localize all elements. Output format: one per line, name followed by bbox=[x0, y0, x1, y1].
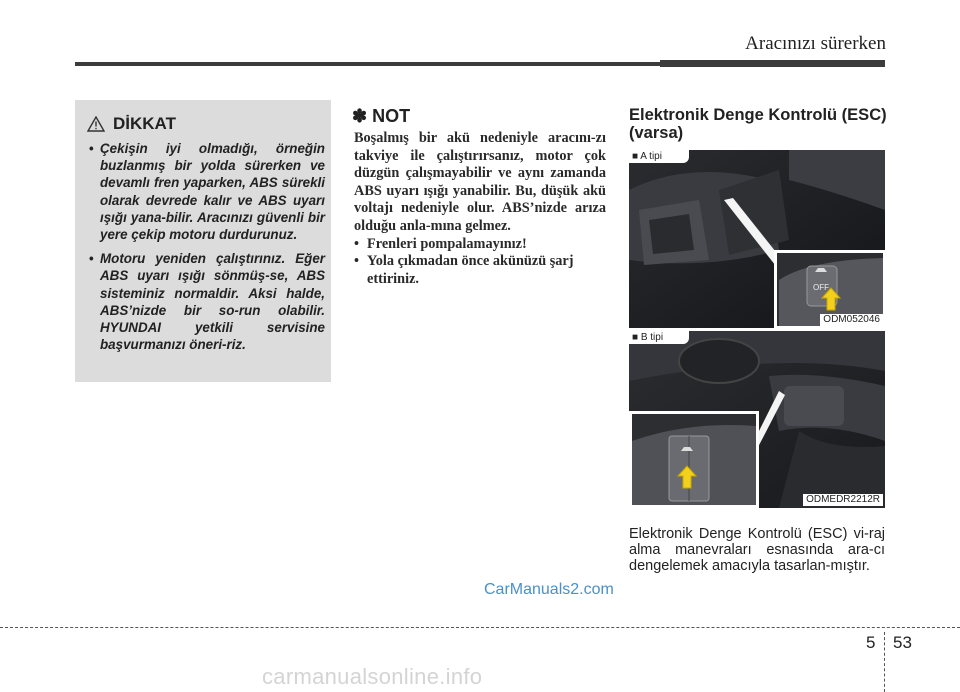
section-title: Aracınızı sürerken bbox=[745, 33, 886, 54]
page-number: 53 bbox=[893, 633, 912, 652]
figure-a-code: ODM052046 bbox=[820, 314, 883, 326]
figure-a-tag: ■ A tipi bbox=[629, 150, 689, 163]
page-separator bbox=[884, 632, 885, 692]
figure-b-code: ODMEDR2212R bbox=[803, 494, 883, 506]
chapter-number: 5 bbox=[866, 633, 876, 652]
dashboard-switch-illustration-b bbox=[629, 331, 885, 508]
note-title: ✽ NOT bbox=[352, 106, 411, 126]
figure-b-tag: ■ B tipi bbox=[629, 331, 689, 344]
note-item: • Yola çıkmadan önce akünüzü şarj ettiriniz. bbox=[354, 253, 606, 288]
warning-triangle-icon bbox=[87, 116, 105, 132]
note-list bbox=[354, 236, 606, 289]
note-paragraph: Boşalmış bir akü nedeniyle aracını-zı takviye ile çalıştırırsanız, motor çok düzgün çalışmayabilir ve aynı zamanda ABS uyarı ışığı yanabilir. Bu, düşük akü voltajı nedeniyle olur. ABS’nizde arıza olduğu anla-mına gelmez. bbox=[354, 130, 606, 234]
caution-item: • Çekişin iyi olmadığı, örneğin buzlanmış bir yolda sürerken ve devamlı fren yaparken, ABS sürekli olarak devrede kalır ve ABS uyarı ışığı yana-bilir. Aracınızı güvenli bir yere çekip motoru durdurunuz. bbox=[89, 140, 325, 243]
esc-heading: Elektronik Denge Kontrolü (ESC) (varsa) bbox=[629, 106, 887, 142]
caution-heading bbox=[87, 114, 176, 134]
figure-a-photo bbox=[629, 150, 885, 328]
caution-title: DİKKAT bbox=[113, 114, 176, 133]
off-label: OFF bbox=[813, 283, 829, 292]
esc-description: Elektronik Denge Kontrolü (ESC) vi-raj alma manevraları esnasında ara-cı dengelemek amacıyla tasarlan-mıştır. bbox=[629, 526, 885, 574]
dashboard-switch-illustration bbox=[629, 150, 885, 328]
watermark-link[interactable]: CarManuals2.com bbox=[484, 581, 614, 598]
footer-divider bbox=[0, 627, 960, 628]
note-item: • Frenleri pompalamayınız! bbox=[354, 236, 606, 254]
figure-b-photo bbox=[629, 331, 885, 508]
caution-list bbox=[89, 140, 325, 360]
caution-item: • Motoru yeniden çalıştırınız. Eğer ABS uyarı ışığı sönmüş-se, ABS sisteminiz normaldir. Aksi halde, ABS’nizde bir so-run olabilir. HYUNDAI yetkili servisine başvurmanızı öneri-riz. bbox=[89, 250, 325, 353]
watermark-text: carmanualsonline.info bbox=[262, 664, 483, 689]
note-body bbox=[354, 130, 606, 288]
caution-box bbox=[75, 100, 331, 382]
header-rule-thick bbox=[660, 60, 885, 67]
